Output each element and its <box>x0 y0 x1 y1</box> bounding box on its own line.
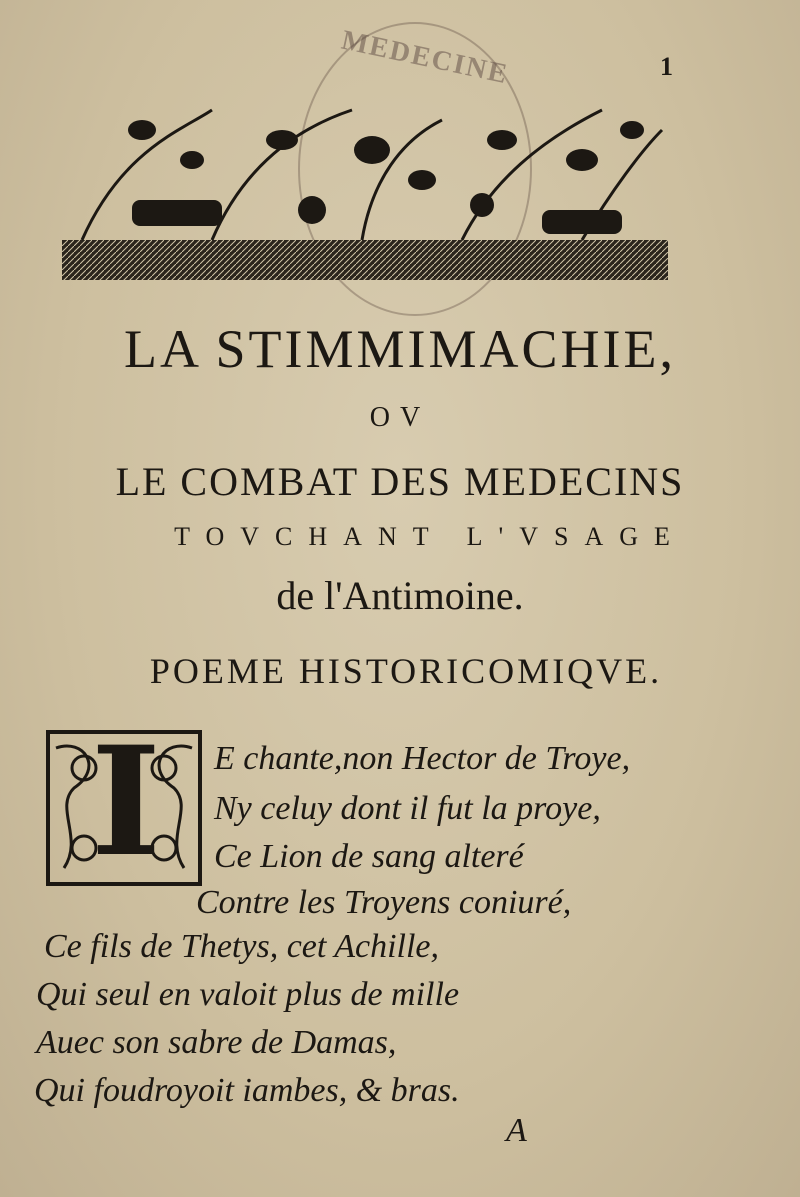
verse-line: Qui seul en valoit plus de mille <box>36 976 460 1013</box>
verse-line: Ny celuy dont il fut la proye, <box>214 790 601 827</box>
verse-line: Qui foudroyoit iambes, & bras. <box>34 1072 460 1109</box>
book-title: LA STIMMIMACHIE, <box>123 319 676 379</box>
verse-line: E chante,non Hector de Troye, <box>214 740 631 777</box>
verse-line: Contre les Troyens coniuré, <box>196 884 572 921</box>
title-connector: OV <box>369 402 431 433</box>
floral-headpiece-ornament-icon <box>62 90 668 290</box>
subtitle-line-3: de l'Antimoine. <box>276 573 524 618</box>
page-number: 1 <box>660 52 673 81</box>
verse-line: Ce Lion de sang alteré <box>214 838 524 875</box>
signature-mark: A <box>506 1112 527 1149</box>
verse-line: Ce fils de Thetys, cet Achille, <box>44 928 440 965</box>
subtitle-line-2: TOVCHANT L'VSAGE <box>174 522 686 551</box>
drop-cap-letter: I <box>90 714 162 890</box>
subtitle-line-1: LE COMBAT DES MEDECINS <box>115 459 685 504</box>
library-stamp-text: MEDECINE <box>338 24 512 91</box>
genre-heading: POEME HISTORICOMIQVE. <box>149 651 663 691</box>
verse-line: Auec son sabre de Damas, <box>36 1024 397 1061</box>
